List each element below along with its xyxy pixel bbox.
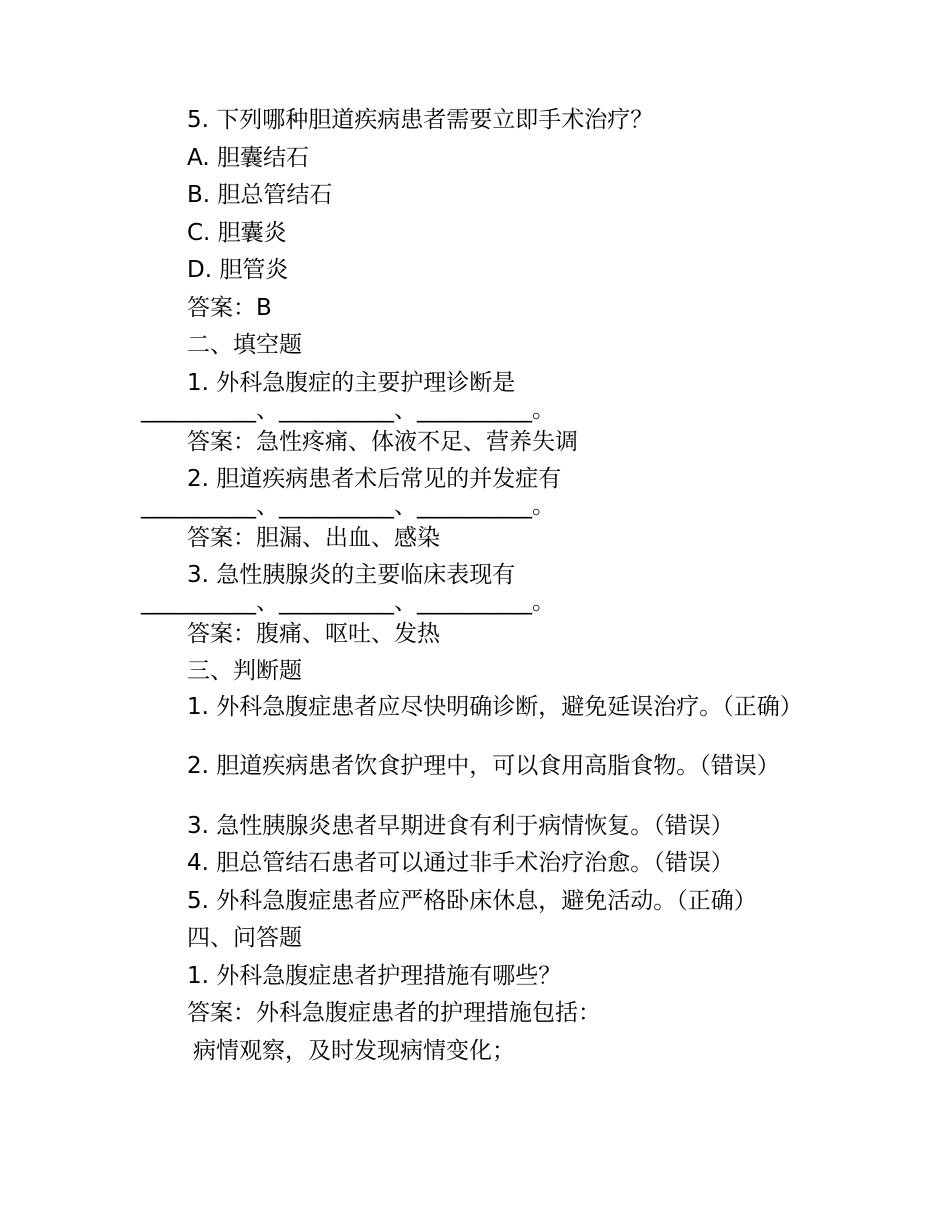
section-qa-heading: 四、问答题 — [187, 925, 302, 951]
qa-answer-point-1: 病情观察，及时发现病情变化； — [193, 1038, 515, 1064]
fill-question-1-blanks: __________、__________、__________。 — [141, 397, 555, 423]
answer-q5: 答案：B — [187, 295, 272, 321]
fill-answer-3: 答案：腹痛、呕吐、发热 — [187, 621, 440, 647]
fill-answer-2: 答案：胆漏、出血、感染 — [187, 525, 440, 551]
fill-question-2-blanks: __________、__________、__________。 — [141, 493, 555, 519]
qa-answer-intro: 答案：外科急腹症患者的护理措施包括： — [187, 1000, 601, 1026]
fill-question-3-blanks: __________、__________、__________。 — [141, 589, 555, 615]
judge-item-2: 2. 胆道疾病患者饮食护理中，可以食用高脂食物。（错误） — [187, 753, 780, 779]
judge-item-3: 3. 急性胰腺炎患者早期进食有利于病情恢复。（错误） — [187, 813, 734, 839]
fill-question-3: 3. 急性胰腺炎的主要临床表现有 — [187, 562, 516, 588]
section-true-false-heading: 三、判断题 — [187, 658, 302, 684]
option-d: D. 胆管炎 — [187, 257, 289, 283]
fill-question-1: 1. 外科急腹症的主要护理诊断是 — [187, 370, 516, 396]
fill-question-2: 2. 胆道疾病患者术后常见的并发症有 — [187, 466, 562, 492]
judge-item-1: 1. 外科急腹症患者应尽快明确诊断，避免延误治疗。（正确） — [187, 694, 803, 720]
fill-answer-1: 答案：急性疼痛、体液不足、营养失调 — [187, 429, 578, 455]
judge-item-5: 5. 外科急腹症患者应严格卧床休息，避免活动。（正确） — [187, 888, 757, 914]
section-fill-blank-heading: 二、填空题 — [187, 332, 302, 358]
option-b: B. 胆总管结石 — [187, 182, 333, 208]
judge-item-4: 4. 胆总管结石患者可以通过非手术治疗治愈。（错误） — [187, 850, 734, 876]
question-5-text: 5. 下列哪种胆道疾病患者需要立即手术治疗？ — [187, 107, 654, 133]
option-c: C. 胆囊炎 — [187, 220, 287, 246]
qa-question-1: 1. 外科急腹症患者护理措施有哪些？ — [187, 963, 562, 989]
option-a: A. 胆囊结石 — [187, 145, 309, 171]
